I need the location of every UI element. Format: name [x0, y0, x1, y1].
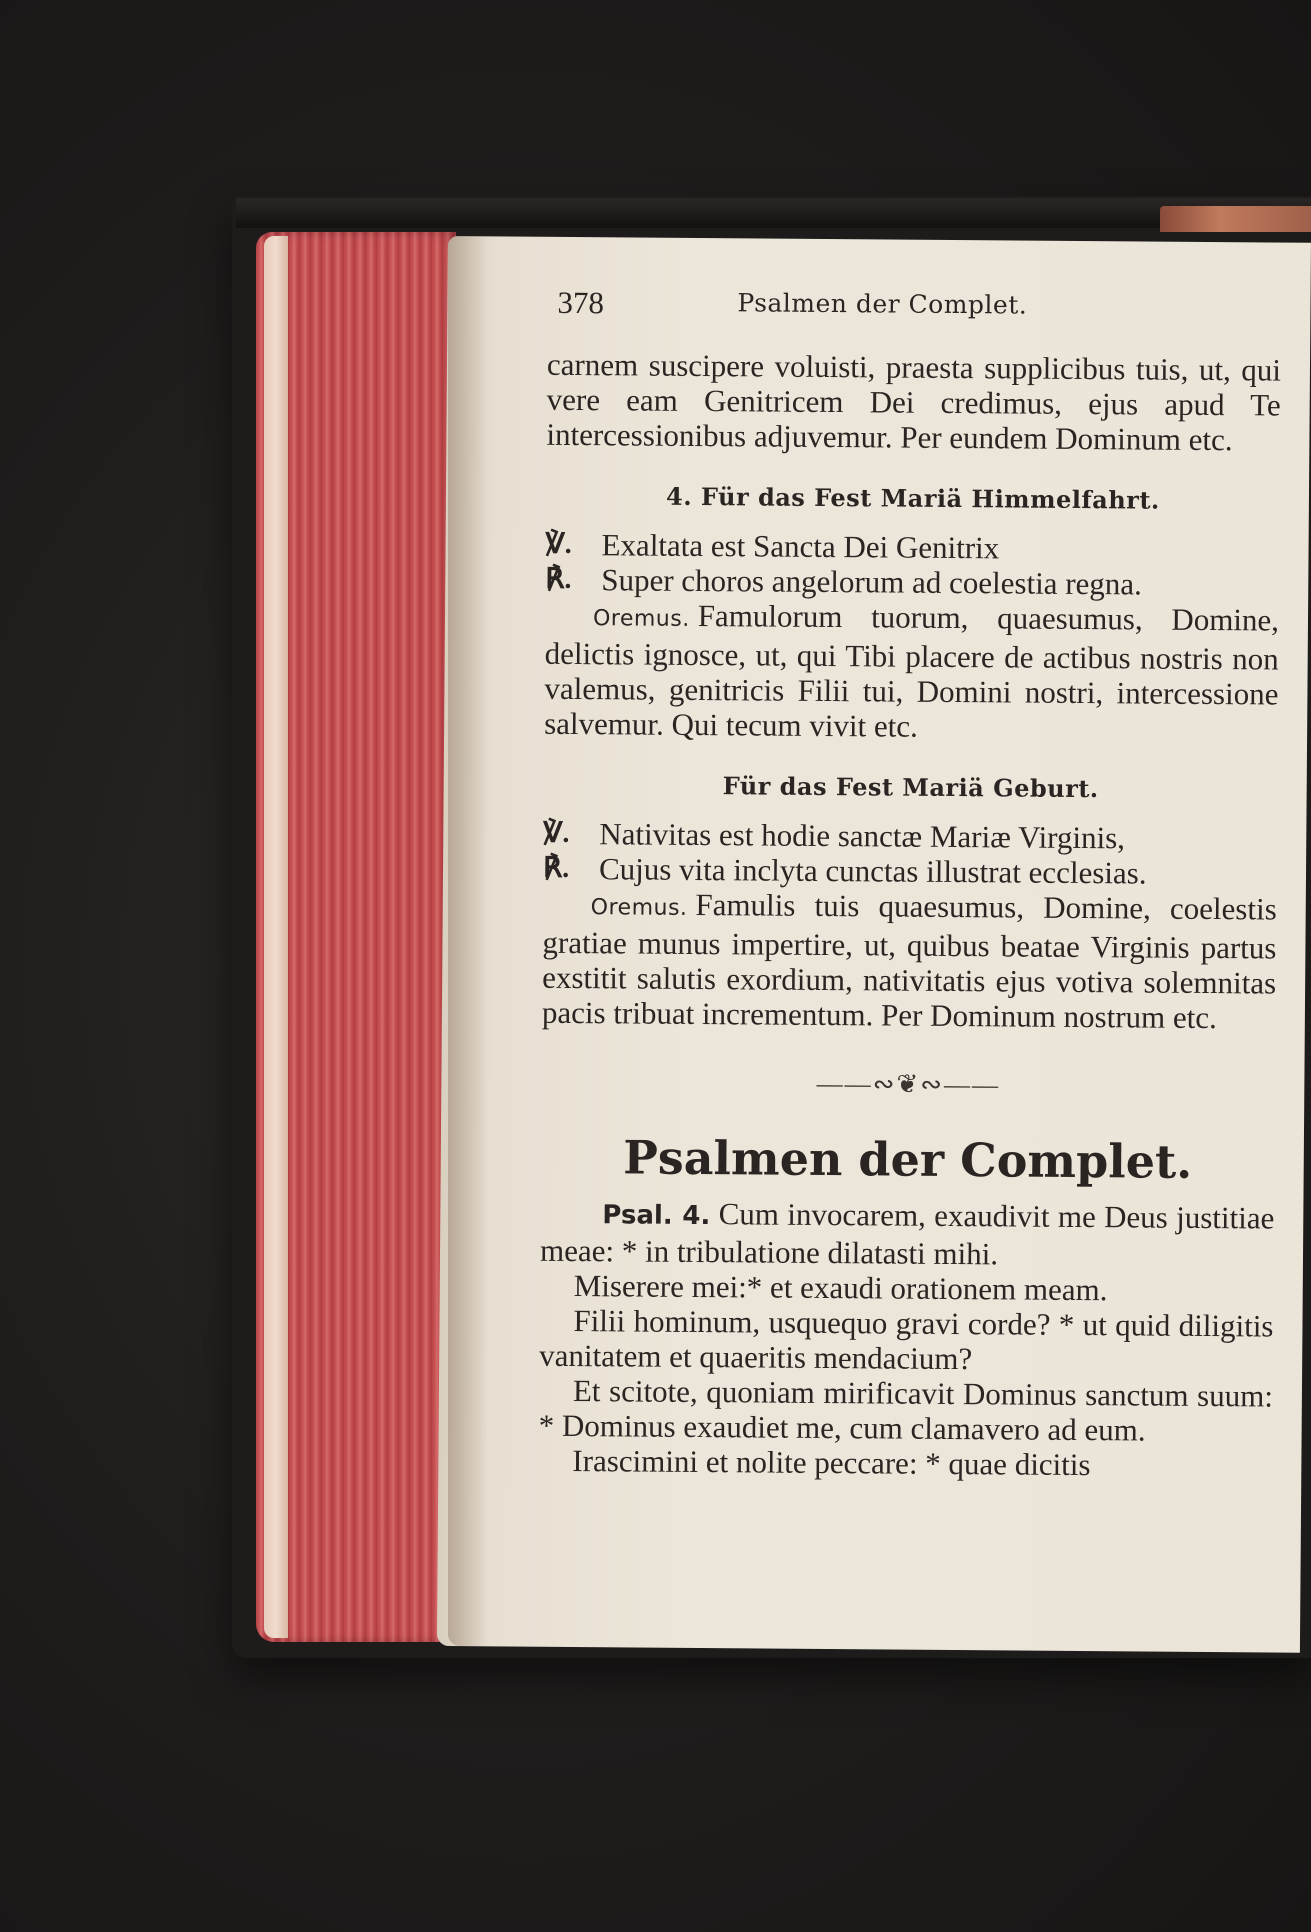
- response-line: [545, 562, 1279, 603]
- oremus-label: Oremus.: [590, 895, 688, 921]
- versicle-symbol: ℣.: [543, 817, 570, 849]
- paragraph-continuation: carnem suscipere voluisti, praesta supplicibus tuis, ut, qui vere eam Genitricem Dei credimus, ejus apud Te intercessionibus adjuvemur. Per eundem Dominum etc.: [546, 346, 1282, 458]
- versicle-symbol: ℣.: [545, 528, 572, 560]
- versicle-text: Nativitas est hodie sanctæ Mariæ Virginis,: [599, 816, 1126, 856]
- oremus-label: Oremus.: [592, 606, 690, 632]
- response-text: Super choros angelorum ad coelestia regna.: [601, 562, 1143, 602]
- psalm-label: Psal. 4.: [602, 1200, 711, 1232]
- versicle-text: Exaltata est Sancta Dei Genitrix: [601, 527, 1000, 566]
- response-symbol: ℟.: [545, 563, 572, 595]
- running-title: Psalmen der Complet.: [737, 288, 1028, 320]
- page-content: [538, 347, 1281, 1484]
- psalm-verse: Et scitote, quoniam mirificavit Dominus sanctum suum: * Dominus exaudiet me, cum clamavero ad eum.: [538, 1373, 1274, 1448]
- prayer-paragraph: [544, 597, 1279, 747]
- response-text: Cujus vita inclyta cunctas illustrat ecclesias.: [598, 851, 1147, 891]
- psalm-verse: Miserere mei:* et exaudi orationem meam.: [573, 1268, 1108, 1308]
- prayer-paragraph: [542, 886, 1277, 1036]
- ornament-divider: ——∾❦∾——: [816, 1068, 1001, 1100]
- prayer-text: Famulorum tuorum, quaesumus, Domine, delictis ignosce, ut, qui Tibi placere de actibus nostris non valemus, genitricis Filii tui, Domini nostri, intercessione salvemur. Qui tecum vivit etc.: [544, 597, 1280, 744]
- book-page: [437, 236, 1311, 1653]
- psalm-verse: Filii hominum, usquequo gravi corde? * ut quid diligitis vanitatem et quaeritis mendacium?: [539, 1303, 1274, 1377]
- page-number: 378: [557, 284, 605, 321]
- section-heading-assumption: 4. Für das Fest Mariä Himmelfahrt.: [665, 481, 1160, 515]
- cover-board-edge: [1160, 206, 1311, 232]
- prayer-text: Famulis tuis quaesumus, Domine, coelestis gratiae munus impertire, ut, quibus beatae Virginis partus exstitit salutis exordium, nativitatis ejus votiva solemnitas pacis tribuat incrementum. Per Dominum nostrum etc.: [541, 886, 1277, 1036]
- book-cover-top-edge: [236, 198, 1311, 228]
- versicle-line: [545, 527, 1279, 568]
- versicle-line: [543, 816, 1277, 857]
- psalm-verse: Irascimini et nolite peccare: * quae dicitis: [572, 1443, 1091, 1483]
- section-heading-nativity: Für das Fest Mariä Geburt.: [722, 771, 1099, 804]
- psalm-verse: [540, 1195, 1275, 1274]
- red-page-edges: [256, 232, 456, 1642]
- psalm-verse-text: Cum invocarem, exaudivit me Deus justitiae meae: * in tribulatione dilatasti mihi.: [539, 1196, 1275, 1272]
- psalms-title: Psalmen der Complet.: [623, 1130, 1193, 1189]
- response-line: [543, 851, 1277, 892]
- response-symbol: ℟.: [542, 852, 570, 884]
- page-header: [557, 285, 1290, 331]
